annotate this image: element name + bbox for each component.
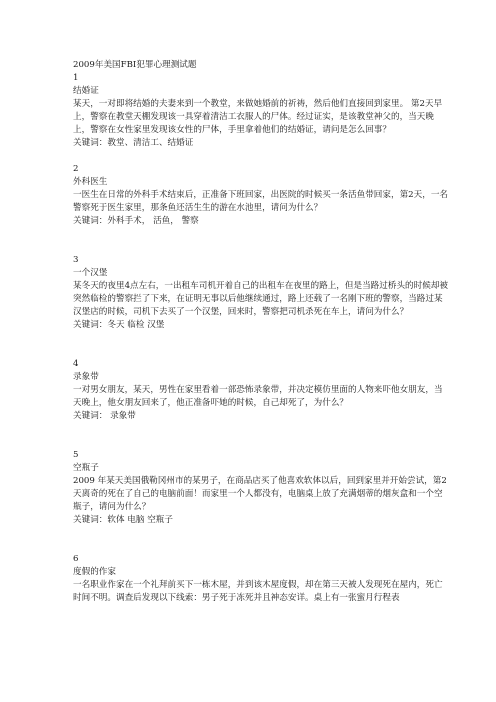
question-body: 一对男女朋友，某天，男性在家里看着一部恐怖录象带，并决定模仿里面的人物来吓他女朋友，当天晚上，他女朋友回来了，他正准备吓她的时候，自己却死了，为什么？ [73,385,443,408]
question-heading: 一个汉堡 [73,268,108,278]
question-keywords: 关键词：软体 电脑 空瓶子 [73,515,173,525]
question-keywords: 关键词： 录象带 [73,411,136,421]
question-heading: 录象带 [73,372,99,382]
question-heading: 度假的作家 [73,567,116,577]
question-1 [73,72,451,150]
question-body: 2009 年某天美国俄勒冈州市的某男子，在商品店买了他喜欢软体以后，回到家里并开始尝试，第2天离奇的死在了自己的电脑前面！而家里一个人都没有，电脑桌上放了充满烟蒂的烟灰盒和一个空瓶子，请问为什么？ [73,476,447,512]
question-body: 某天，一对即将结婚的夫妻来到一个教堂，来做她婚前的祈祷，然后他们直接回到家里。 第2天早上，警察在教堂天棚发现该一具穿着清洁工衣服人的尸体。经过证实，是该教堂神父的，当天晚上，警察在女性家里发现该女性的尸体，手里拿着他们的结婚证，请问是怎么回事？ [73,99,443,135]
question-number: 2 [73,164,79,174]
question-number: 6 [73,554,79,564]
question-heading: 空瓶子 [73,463,99,473]
question-heading: 结婚证 [73,86,99,96]
question-body: 一医生在日常的外科手术结束后，正准备下班回家，出医院的时候买一条活鱼带回家，第2天，一名警察死于医生家里，那条鱼还活生生的游在水池里，请问为什么？ [73,190,449,213]
question-6 [73,553,451,605]
question-heading: 外科医生 [73,177,108,187]
question-number: 1 [73,73,79,83]
question-keywords: 关键词：外科手术， 活鱼， 警察 [73,216,199,226]
question-keywords: 关键词：冬天 临检 汉堡 [73,320,165,330]
section-spacer [73,540,451,553]
question-4 [73,358,451,423]
question-5 [73,449,451,527]
section-spacer [73,241,451,254]
question-body: 某冬天的夜里4点左右，一出租车司机开着自己的出租车在夜里的路上，但是当路过桥头的时候却被突然临检的警察拦了下来，在证明无事以后他继续通过，路上还载了一名刚下班的警察，当路过某汉堡店的时候，司机下去买了一个汉堡，回来时，警察把司机杀死在车上，请问为什么？ [73,281,449,317]
question-body: 一名职业作家在一个礼拜前买下一栋木屋，并到该木屋度假，却在第三天被人发现死在屋内，死亡时间不明。调查后发现以下线索：男子死于冻死并且神态安详。桌上有一张蜜月行程表 [73,580,443,603]
question-3 [73,254,451,332]
section-spacer [73,436,451,449]
question-number: 5 [73,450,79,460]
question-keywords: 关键词：教堂、清洁工、结婚证 [73,138,194,148]
section-spacer [73,345,451,358]
question-number: 3 [73,255,79,265]
document-title: 2009年美国FBI犯罪心理测试题 [73,60,197,70]
question-number: 4 [73,359,79,369]
question-2 [73,163,451,228]
